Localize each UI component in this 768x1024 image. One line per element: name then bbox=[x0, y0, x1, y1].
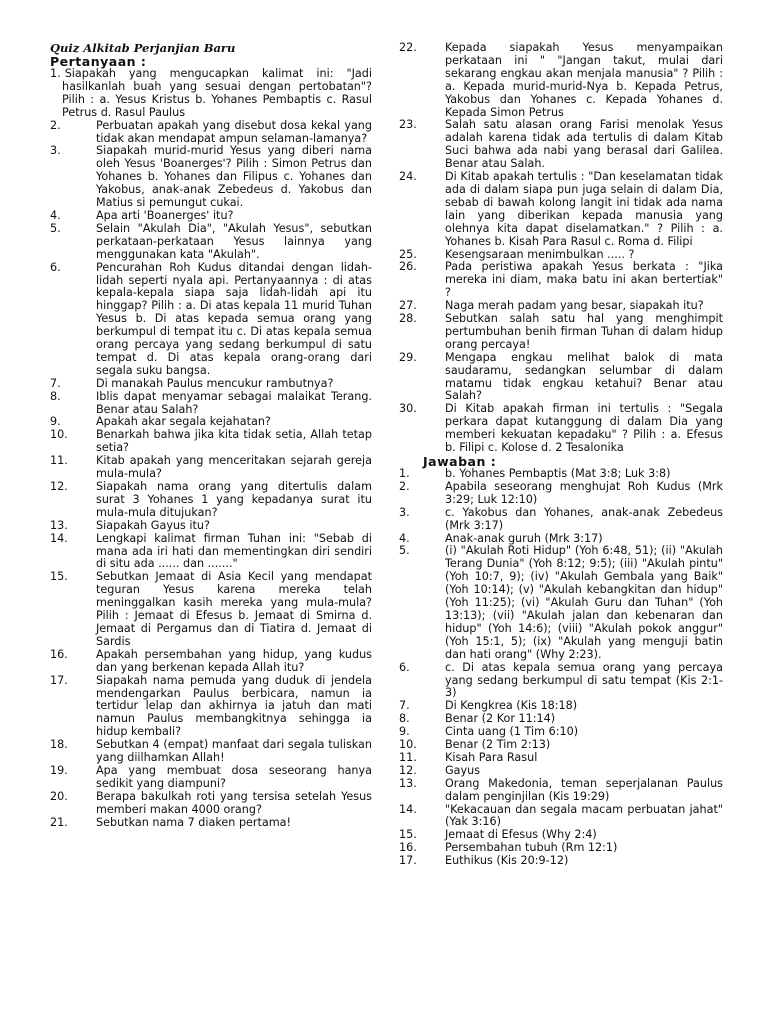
answer-item-text: b. Yohanes Pembaptis (Mat 3:8; Luk 3:8) bbox=[445, 467, 671, 480]
question-item-text: Benarkah bahwa jika kita tidak setia, Allah tetap setia? bbox=[96, 428, 372, 455]
question-item bbox=[50, 791, 372, 817]
answer-item-text: c. Yakobus dan Yohanes, anak-anak Zebedeus (Mrk 3:17) bbox=[445, 505, 723, 532]
question-item-number: 16. bbox=[50, 647, 68, 661]
answer-item-number: 4. bbox=[399, 531, 410, 545]
question-item-text: Lengkapi kalimat firman Tuhan ini: "Sebab di mana ada iri hati dan mementingkan diri sendiri di situ ada ...... dan ......." bbox=[96, 531, 372, 571]
question-item-number: 6. bbox=[50, 260, 61, 274]
question-item-text: Kesengsaraan menimbulkan ..... ? bbox=[445, 247, 635, 261]
right-column bbox=[399, 42, 723, 868]
question-item-text: Kepada siapakah Yesus menyampaikan perkataan ini " "Jangan takut, mulai dari sekarang engkau akan menjala manusia" ? Pilih : a. Kepada murid-murid-Nya b. Kepada Petrus, Yakobus dan Yohanes c. Kepada Yohanes d. Kepada Simon Petrus bbox=[445, 41, 723, 119]
question-item bbox=[50, 481, 372, 520]
question-item-number: 8. bbox=[50, 389, 61, 403]
answer-item bbox=[399, 507, 723, 533]
question-item-text: Siapakah nama pemuda yang duduk di jendela mendengarkan Paulus berbicara, namun ia tertidur lelap dan akhirnya ia jatuh dan mati namun Paulus membangkitnya sehingga ia hidup kembali? bbox=[96, 673, 372, 739]
answer-item-text: Orang Makedonia, teman seperjalanan Paulus dalam penginjilan (Kis 19:29) bbox=[445, 776, 723, 803]
question-item-text: Naga merah padam yang besar, siapakah itu? bbox=[445, 299, 704, 313]
answers-list bbox=[399, 468, 723, 868]
question-item-text: Siapakah murid-murid Yesus yang diberi nama oleh Yesus 'Boanerges'? Pilih : Simon Petrus dan Yohanes b. Yohanes dan Filipus c. Yohanes dan Yakobus, anak-anak Zebedeus d. Yakobus dan Matius si pemungut cukai. bbox=[96, 144, 372, 210]
question-item-number: 29. bbox=[399, 350, 417, 364]
answer-item-text: Apabila seseorang menghujat Roh Kudus (Mrk 3:29; Luk 12:10) bbox=[445, 479, 723, 506]
answer-item bbox=[399, 804, 723, 830]
question-item-number: 22. bbox=[399, 41, 417, 54]
question-item-number: 12. bbox=[50, 480, 68, 493]
question-item-text: Pada peristiwa apakah Yesus berkata : "Jika mereka ini diam, maka batu ini akan bertertiak" ? bbox=[445, 260, 723, 300]
question-item-number: 4. bbox=[50, 208, 61, 222]
answer-item bbox=[399, 481, 723, 507]
question-item-number: 7. bbox=[50, 376, 61, 390]
question-item-text: Siapakah yang mengucapkan kalimat ini: "Jadi hasilkanlah buah yang sesuai dengan pertobatan"? Pilih : a. Yesus Kristus b. Yohanes Pembaptis c. Rasul Petrus d. Rasul Paulus bbox=[62, 67, 372, 119]
questions-list-left bbox=[50, 68, 372, 829]
question-item bbox=[50, 145, 372, 210]
answer-item-text: Benar (2 Kor 11:14) bbox=[445, 712, 556, 726]
question-item-text: Pencurahan Roh Kudus ditandai dengan lidah-lidah seperti nyala api. Pertanyaannya : di atas kepala-kepala siapa saja lidah-lidah api itu hinggap? Pilih : a. Di atas kepala 11 murid Tuhan Yesus b. Di atas kepada semua orang yang berkumpul di tempat itu c. Di atas kepala semua orang percaya yang sedang berkumpul di satu tempat d. Di atas kepala orang-orang dari segala suku bangsa. bbox=[96, 260, 372, 377]
answer-item-text: "Kekacauan dan segala macam perbuatan jahat" (Yak 3:16) bbox=[445, 802, 723, 829]
question-item-text: Perbuatan apakah yang disebut dosa kekal yang tidak akan mendapat ampun selaman-lamanya? bbox=[96, 118, 372, 145]
question-item bbox=[50, 68, 372, 120]
answer-item-number: 17. bbox=[399, 854, 417, 868]
answer-item-number: 15. bbox=[399, 828, 417, 842]
answer-item bbox=[399, 662, 723, 701]
question-item bbox=[50, 739, 372, 765]
document-title: Quiz Alkitab Perjanjian Baru bbox=[50, 41, 236, 55]
question-item-text: Siapakah Gayus itu? bbox=[96, 518, 210, 532]
answers-heading: Jawaban : bbox=[423, 454, 497, 469]
question-item bbox=[399, 313, 723, 352]
question-item-number: 5. bbox=[50, 221, 61, 235]
question-item bbox=[50, 533, 372, 572]
answer-item-number: 8. bbox=[399, 712, 410, 726]
answer-item-text: Di Kengkrea (Kis 18:18) bbox=[445, 699, 578, 713]
question-item-number: 26. bbox=[399, 260, 417, 274]
answer-item-number: 9. bbox=[399, 725, 410, 739]
question-item-text: Kitab apakah yang menceritakan sejarah gereja mula-mula? bbox=[96, 454, 372, 481]
question-item-number: 25. bbox=[399, 247, 417, 261]
answer-item-text: (i) "Akulah Roti Hidup" (Yoh 6:48, 51); (ii) "Akulah Terang Dunia" (Yoh 8:12; 9:5); (iii) "Akulah pintu" (Yoh 10:7, 9); (iv) "Akulah Gembala yang Baik" (Yoh 10:14); (v) "Akulah kebangkitan dan hidup" (Yoh 11:25); (vi) "Akulah Guru dan Tuhan" (Yoh 13:13); (vii) "Akulah jalan dan kebenaran dan hidup" (Yoh 14:6); (viii) "Akulah pokok anggur" (Yoh 15:1, 5); (ix) "Akulah yang menguji batin dan hati orang" (Why 2:23). bbox=[445, 544, 723, 661]
answer-item-number: 5. bbox=[399, 544, 410, 558]
question-item bbox=[50, 675, 372, 740]
question-item-text: Di Kitab apakah tertulis : "Dan keselamatan tidak ada di dalam siapa pun juga selain di dalam Dia, sebab di bawah kolong langit ini tidak ada nama lain yang diberikan kepada manusia yang olehnya kita dapat diselamatkan." ? Pilih : a. Yohanes b. Kisah Para Rasul c. Roma d. Filipi bbox=[445, 170, 723, 248]
questions-list-right bbox=[399, 42, 723, 455]
question-item-number: 18. bbox=[50, 738, 68, 752]
answer-item-number: 12. bbox=[399, 763, 417, 777]
question-item-text: Apa yang membuat dosa seseorang hanya sedikit yang diampuni? bbox=[96, 763, 372, 790]
answer-item-text: Cinta uang (1 Tim 6:10) bbox=[445, 725, 579, 739]
question-item-text: Berapa bakulkah roti yang tersisa setelah Yesus memberi makan 4000 orang? bbox=[96, 789, 372, 816]
answer-item-number: 14. bbox=[399, 802, 417, 816]
question-item-text: Mengapa engkau melihat balok di mata saudaramu, sedangkan selumbar di dalam matamu tidak engkau ketahui? Benar atau Salah? bbox=[445, 350, 723, 403]
answer-item-number: 3. bbox=[399, 505, 410, 519]
answer-item bbox=[399, 545, 723, 661]
question-item bbox=[50, 262, 372, 378]
answer-item-text: Jemaat di Efesus (Why 2:4) bbox=[445, 828, 597, 842]
question-item bbox=[399, 42, 723, 119]
answer-item bbox=[399, 855, 723, 868]
question-item bbox=[399, 352, 723, 404]
answer-item-text: Persembahan tubuh (Rm 12:1) bbox=[445, 841, 618, 855]
question-item bbox=[50, 571, 372, 648]
question-item-number: 28. bbox=[399, 312, 417, 326]
question-item-number: 11. bbox=[50, 454, 68, 468]
answer-item-text: Euthikus (Kis 20:9-12) bbox=[445, 854, 569, 868]
question-item-number: 3. bbox=[50, 144, 61, 158]
question-item-number: 13. bbox=[50, 518, 68, 532]
answer-item-number: 6. bbox=[399, 660, 410, 674]
answer-item-number: 13. bbox=[399, 776, 417, 790]
question-item-number: 2. bbox=[50, 118, 61, 132]
question-item bbox=[50, 120, 372, 146]
question-item bbox=[50, 391, 372, 417]
question-item-number: 21. bbox=[50, 815, 68, 829]
question-item-number: 17. bbox=[50, 673, 68, 687]
questions-heading: Pertanyaan : bbox=[50, 54, 147, 69]
question-item-number: 9. bbox=[50, 415, 61, 429]
question-item-number: 1. bbox=[50, 67, 61, 80]
left-column bbox=[50, 42, 372, 829]
question-item-number: 10. bbox=[50, 428, 68, 442]
question-item-text: Apakah persembahan yang hidup, yang kudus dan yang berkenan kepada Allah itu? bbox=[96, 647, 372, 674]
answer-item-number: 10. bbox=[399, 738, 417, 752]
question-item bbox=[50, 223, 372, 262]
question-item-text: Sebutkan nama 7 diaken pertama! bbox=[96, 815, 292, 829]
question-item-number: 20. bbox=[50, 789, 68, 803]
question-item bbox=[50, 817, 372, 830]
answer-item-number: 2. bbox=[399, 479, 410, 493]
answer-item bbox=[399, 778, 723, 804]
question-item-text: Iblis dapat menyamar sebagai malaikat Terang. Benar atau Salah? bbox=[96, 389, 372, 416]
answer-item-number: 7. bbox=[399, 699, 410, 713]
question-item-text: Apa arti 'Boanerges' itu? bbox=[96, 208, 234, 222]
question-item bbox=[399, 119, 723, 171]
question-item-text: Siapakah nama orang yang ditertulis dalam surat 3 Yohanes 1 yang kepadanya surat itu mula-mula ditujukan? bbox=[96, 480, 372, 519]
question-item-text: Di Kitab apakah firman ini tertulis : "Segala perkara dapat kutanggung di dalam Dia yang memberi kekuatan kepadaku" ? Pilih : a. Efesus b. Filipi c. Kolose d. 2 Tesalonika bbox=[445, 402, 723, 455]
question-item-text: Sebutkan Jemaat di Asia Kecil yang mendapat teguran Yesus karena mereka telah meninggalkan kasih mereka yang mula-mula? Pilih : Jemaat di Efesus b. Jemaat di Smirna d. Jemaat di Pergamus dan di Tiatira d. Jemaat di Sardis bbox=[96, 570, 372, 648]
question-item bbox=[399, 403, 723, 455]
question-item-number: 23. bbox=[399, 118, 417, 132]
question-item bbox=[50, 455, 372, 481]
answer-item-number: 11. bbox=[399, 750, 417, 764]
answer-item-text: Benar (2 Tim 2:13) bbox=[445, 738, 551, 752]
answer-item-number: 1. bbox=[399, 467, 410, 480]
question-item-text: Sebutkan salah satu hal yang menghimpit pertumbuhan benih firman Tuhan di dalam hidup orang percaya! bbox=[445, 312, 723, 351]
question-item bbox=[399, 261, 723, 300]
question-item-text: Di manakah Paulus mencukur rambutnya? bbox=[96, 376, 334, 390]
question-item bbox=[50, 429, 372, 455]
question-item-number: 15. bbox=[50, 570, 68, 584]
answer-item-text: Kisah Para Rasul bbox=[445, 750, 538, 764]
answer-item-number: 16. bbox=[399, 841, 417, 855]
question-item bbox=[50, 765, 372, 791]
question-item bbox=[50, 649, 372, 675]
answer-item-text: c. Di atas kepala semua orang yang percaya yang sedang berkumpul di satu tempat (Kis 2:1-3) bbox=[445, 660, 723, 700]
answer-item-text: Gayus bbox=[445, 763, 481, 777]
question-item-text: Sebutkan 4 (empat) manfaat dari segala tuliskan yang diilhamkan Allah! bbox=[96, 738, 372, 765]
question-item-text: Salah satu alasan orang Farisi menolak Yesus adalah karena tidak ada tertulis di dalam Kitab Suci bahwa ada nabi yang berasal dari Galilea. Benar atau Salah. bbox=[445, 118, 723, 171]
question-item-number: 27. bbox=[399, 299, 417, 313]
question-item bbox=[399, 171, 723, 248]
question-item-text: Selain "Akulah Dia", "Akulah Yesus", sebutkan perkataan-perkataan Yesus lainnya yang menggunakan kata "Akulah". bbox=[96, 221, 372, 261]
question-item-number: 30. bbox=[399, 402, 417, 416]
question-item-text: Apakah akar segala kejahatan? bbox=[96, 415, 271, 429]
question-item-number: 19. bbox=[50, 763, 68, 777]
question-item-number: 24. bbox=[399, 170, 417, 184]
answer-item-text: Anak-anak guruh (Mrk 3:17) bbox=[445, 531, 603, 545]
question-item-number: 14. bbox=[50, 531, 68, 545]
